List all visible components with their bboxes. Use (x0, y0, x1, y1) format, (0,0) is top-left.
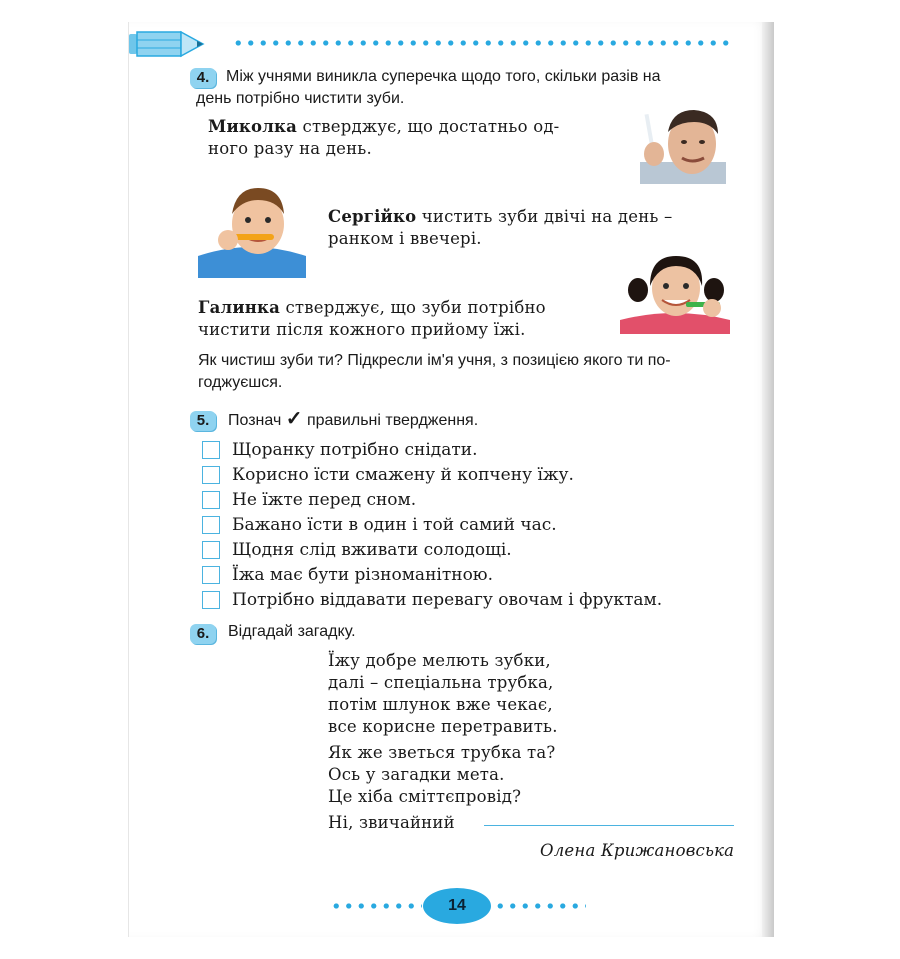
task-5-badge: 5. (190, 411, 216, 431)
statement-5: Щодня слід вживати солодощі. (232, 540, 512, 560)
riddle-line-1: Їжу добре мелють зубки, (328, 651, 551, 670)
riddle-line-7: Це хіба сміттєпровід? (328, 787, 522, 806)
riddle-line-6: Ось у загадки мета. (328, 765, 505, 784)
riddle-answer-line[interactable] (484, 825, 734, 826)
task-4-intro-line1: Між учнями виникла суперечка щодо того, скільки разів на (226, 68, 661, 85)
girl-brushing-teeth-photo (620, 248, 730, 334)
statement-checkbox-5[interactable] (202, 541, 220, 559)
statement-checkbox-4[interactable] (202, 516, 220, 534)
riddle-line-5: Як же зветься трубка та? (328, 743, 556, 762)
mykolka-statement-line2: ного разу на день. (208, 139, 372, 158)
page-number: 14 (423, 888, 491, 924)
riddle-line-8: Ні, звичайний (328, 813, 455, 832)
checkmark-icon: ✓ (285, 408, 303, 430)
statement-checkbox-6[interactable] (202, 566, 220, 584)
statement-6: Їжа має бути різноманітною. (232, 565, 494, 585)
serhiiko-name: Сергійко (328, 207, 417, 226)
riddle-line-2: далі – спеціальна трубка, (328, 673, 554, 692)
statement-4: Бажано їсти в один і той самий час. (232, 515, 557, 535)
halynka-statement-line1: Галинка стверджує, що зуби потрібно (198, 298, 546, 317)
task-6-prompt: Відгадай загадку. (228, 623, 356, 640)
smiling-boy-brushing-photo (198, 178, 306, 278)
top-dotted-line (232, 40, 732, 46)
pencil-icon (127, 28, 207, 60)
riddle-author: Олена Крижановська (540, 841, 735, 860)
riddle-line-3: потім шлунок вже чекає, (328, 695, 553, 714)
task-4-question-line1: Як чистиш зуби ти? Підкресли ім'я учня, з позицією якого ти по- (198, 352, 671, 369)
riddle-line-4: все корисне перетравить. (328, 717, 558, 736)
page-edge-shadow (762, 22, 774, 937)
task-4-badge: 4. (190, 68, 216, 88)
statement-checkbox-2[interactable] (202, 466, 220, 484)
bottom-dotted-line-left (330, 903, 422, 909)
statement-checkbox-1[interactable] (202, 441, 220, 459)
statement-1: Щоранку потрібно снідати. (232, 440, 478, 460)
task-4-question-line2: годжуєшся. (198, 374, 283, 391)
bottom-dotted-line-right (494, 903, 586, 909)
boy-brushing-teeth-photo (620, 104, 726, 184)
mykolka-statement-line1: Миколка стверджує, що достатньо од- (208, 117, 560, 136)
halynka-name: Галинка (198, 298, 281, 317)
serhiiko-statement-line1: Сергійко чистить зуби двічі на день – (328, 207, 673, 226)
halynka-statement-line2: чистити після кожного прийому їжі. (198, 320, 526, 339)
statement-2: Корисно їсти смажену й копчену їжу. (232, 465, 574, 485)
serhiiko-statement-line2: ранком і ввечері. (328, 229, 482, 248)
statement-checkbox-7[interactable] (202, 591, 220, 609)
statement-checkbox-3[interactable] (202, 491, 220, 509)
statement-3: Не їжте перед сном. (232, 490, 417, 510)
task-5-prompt: Познач ✓ правильні твердження. (228, 408, 479, 430)
mykolka-name: Миколка (208, 117, 298, 136)
task-6-badge: 6. (190, 624, 216, 644)
statement-7: Потрібно віддавати перевагу овочам і фруктам. (232, 590, 663, 610)
task-4-intro-line2: день потрібно чистити зуби. (196, 90, 405, 107)
